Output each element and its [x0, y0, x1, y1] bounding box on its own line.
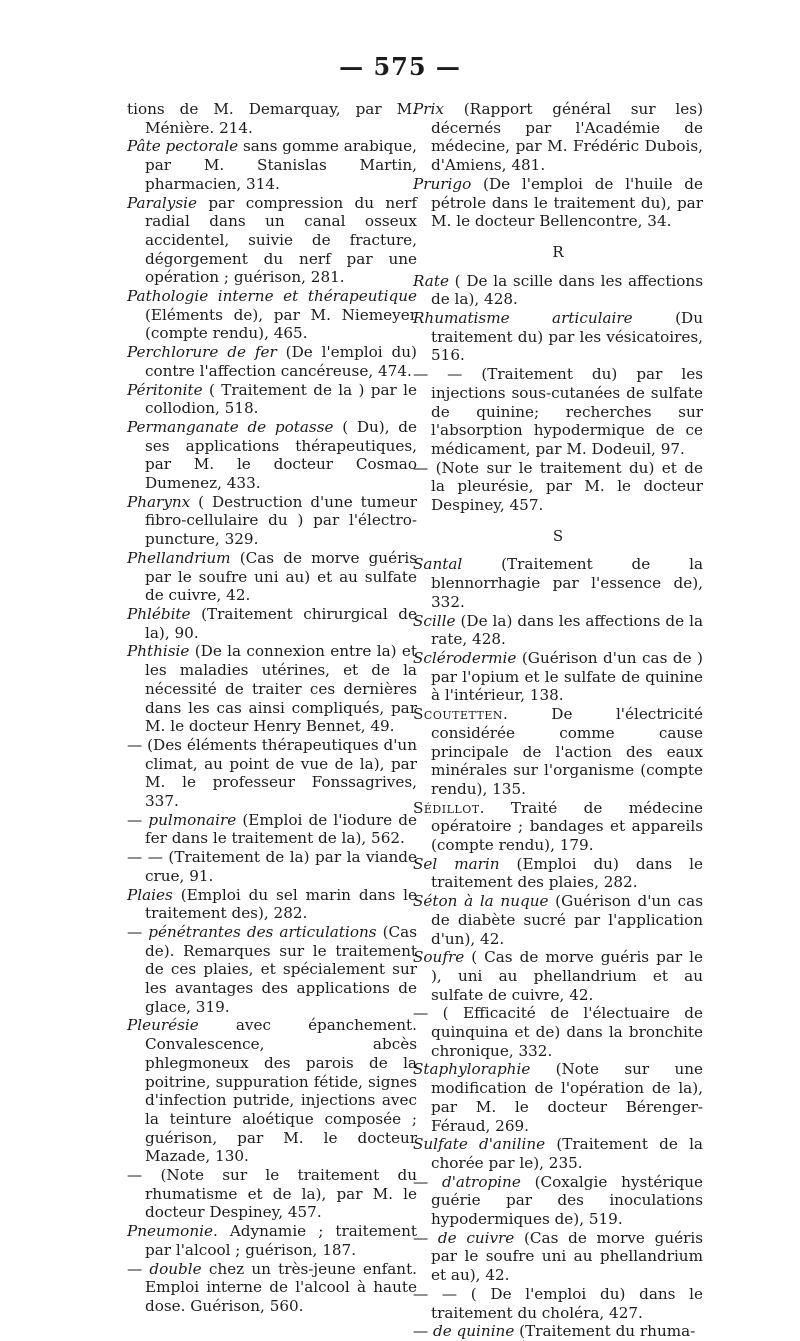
entry-subheading: double: [149, 1259, 202, 1278]
index-entry: [413, 1135, 703, 1172]
entry-text: ( Traitement de la ) par le collodion, 518.: [145, 380, 417, 418]
index-entry: [127, 848, 417, 885]
index-entry: [127, 1166, 417, 1222]
index-entry: [413, 365, 703, 459]
entry-text: (Traitement de la blennorrhagie par l'essence de), 332.: [431, 555, 703, 611]
entry-text: — — (Traitement de la) par la viande crue, 91.: [127, 848, 417, 885]
entry-text: (Traitement du rhuma-: [514, 1322, 696, 1341]
entry-text: — ( Efficacité de l'électuaire de quinquina et de) dans la bronchite chronique, 332.: [413, 1004, 703, 1060]
entry-text: (De la) dans les affections de la rate, 428.: [431, 611, 703, 649]
entry-heading: Pleurésie: [127, 1016, 199, 1035]
entry-text: tions de M. Demarquay, par M. Ménière. 214.: [127, 100, 417, 137]
index-entry: [413, 855, 703, 892]
entry-heading: Prurigo: [413, 174, 472, 193]
index-entry: [413, 1229, 703, 1285]
entry-text: . Adynamie ; traitement par l'alcool ; guérison, 187.: [145, 1222, 417, 1259]
entry-heading: Santal: [413, 555, 463, 574]
entry-text: (Emploi du) dans le traitement des plaies, 282.: [431, 854, 703, 892]
entry-text: . Traité de médecine opératoire ; bandages et appareils (compte rendu), 179.: [431, 798, 703, 855]
entry-text: (Guérison d'un cas de ) par l'opium et le sulfate de quinine à l'intérieur, 138.: [431, 648, 703, 705]
section-letter-r: R: [552, 242, 564, 261]
entry-heading: Phlébite: [127, 604, 191, 623]
index-entry: [413, 649, 703, 705]
entry-heading: Sclérodermie: [413, 648, 517, 667]
entry-heading: Phthisie: [127, 642, 190, 661]
entry-heading: Sulfate d'aniline: [413, 1135, 546, 1154]
entry-subheading: d'atropine: [442, 1172, 521, 1191]
entry-heading: Scoutetten: [413, 705, 504, 724]
entry-dash: —: [127, 1259, 150, 1278]
entry-text: (De l'emploi de l'huile de pétrole dans le traitement du), par M. le docteur Bellencontre, 34.: [431, 174, 703, 231]
entry-heading: Péritonite: [127, 380, 203, 399]
entry-heading: Pneumonie: [127, 1222, 213, 1241]
entry-text: (Eléments de), par M. Niemeyer (compte rendu), 465.: [145, 305, 417, 343]
entry-subheading: de quinine: [433, 1322, 515, 1341]
entry-heading: Plaies: [127, 885, 173, 904]
entry-heading: Scille: [413, 611, 456, 630]
index-entry: [127, 194, 417, 288]
entry-heading: Staphyloraphie: [413, 1060, 531, 1079]
entry-heading: Sel marin: [413, 854, 500, 873]
entry-subheading: de cuivre: [437, 1228, 515, 1247]
entry-text: avec épanchement. Convalescence, abcès phlegmoneux des parois de la poitrine, suppuration fétide, signes d'infection putride, injections avec la teinture aloétique composée ; guérison, par M. le docteur Mazade, 130.: [145, 1016, 417, 1166]
entry-text: ( Du), de ses applications thérapeutiques, par M. le docteur Cosmao Dumenez, 433.: [145, 417, 417, 493]
section-letter-s: S: [552, 526, 564, 545]
entry-text: (Traitement de la chorée par le), 235.: [431, 1135, 703, 1172]
entry-heading: Pathologie interne et thérapeutique: [127, 287, 417, 306]
entry-text: sans gomme arabique, par M. Stanislas Martin, pharmacien, 314.: [145, 137, 417, 193]
index-entry: [127, 343, 417, 380]
entry-dash: —: [413, 1228, 438, 1247]
entry-text: ( Destruction d'une tumeur fibro-cellulaire du ) par l'électro-puncture, 329.: [145, 492, 417, 549]
index-entry: [127, 642, 417, 736]
index-entry: [127, 811, 417, 848]
index-entry: [127, 1222, 417, 1259]
entry-text: (Emploi du sel marin dans le traitement des), 282.: [145, 885, 417, 923]
left-index-column: [127, 100, 417, 1316]
entry-text: (Du traitement du) par les vésicatoires, 516.: [431, 309, 703, 365]
entry-text: ( Cas de morve guéris par le ), uni au phellandrium et au sulfate de cuivre, 42.: [431, 948, 703, 1004]
entry-heading: Paralysie: [127, 193, 197, 212]
entry-heading: Pharynx: [127, 492, 191, 511]
index-entry: [127, 287, 417, 343]
entry-text: chez un très-jeune enfant. Emploi interne de l'alcool à haute dose. Guérison, 560.: [145, 1259, 417, 1315]
entry-heading: Soufre: [413, 948, 465, 967]
index-entry: [413, 799, 703, 855]
entry-text: (Cas de morve guéris par le soufre uni au) et au sulfate de cuivre, 42.: [145, 548, 417, 605]
page-number: — 575 —: [339, 52, 461, 81]
entry-text: (Cas de). Remarques sur le traitement de ces plaies, et spécialement sur les avantages des applications de glace, 319.: [145, 922, 417, 1016]
index-entry: [127, 605, 417, 642]
index-entry: [127, 137, 417, 193]
index-entry: [413, 1322, 703, 1341]
index-entry: [413, 1004, 703, 1060]
index-entry: [413, 555, 703, 611]
index-entry: [127, 923, 417, 1017]
entry-heading: Phellandrium: [127, 548, 231, 567]
entry-text: (Coxalgie hystérique guérie par des inoculations hypodermiques de), 519.: [431, 1172, 704, 1229]
index-entry: [413, 1285, 703, 1322]
entry-text: (Note sur une modification de l'opération de la), par M. le docteur Bérenger-Féraud, 269.: [431, 1060, 703, 1135]
entry-text: — — ( De l'emploi du) dans le traitement du choléra, 427.: [413, 1284, 703, 1322]
index-entry: [127, 1016, 417, 1166]
entry-dash: —: [413, 1322, 434, 1341]
entry-subheading: pénétrantes des articulations: [148, 922, 377, 941]
index-entry: [127, 418, 417, 493]
entry-text: — (Note sur le traitement du) et de la pleurésie, par M. le docteur Despiney, 457.: [413, 458, 703, 515]
entry-text: — (Note sur le traitement du rhumatisme et de la), par M. le docteur Despiney, 457.: [127, 1166, 417, 1222]
index-entry: [127, 1260, 417, 1316]
entry-text: (Guérison d'un cas de diabète sucré par l'application d'un), 42.: [431, 892, 703, 948]
index-entry: [413, 309, 703, 365]
index-entry: [413, 705, 703, 799]
entry-text: (Emploi de l'iodure de fer dans le traitement de la), 562.: [145, 810, 417, 848]
index-entry: [127, 736, 417, 811]
index-entry: [127, 381, 417, 418]
index-entry: [413, 272, 703, 309]
index-entry: [413, 892, 703, 948]
entry-text: ( De la scille dans les affections de la), 428.: [431, 271, 703, 309]
entry-heading: Prix: [413, 100, 444, 118]
index-entry: [413, 1060, 703, 1135]
entry-text: — (Des éléments thérapeutiques d'un climat, au point de vue de la), par M. le professeur Fonssagrives, 337.: [127, 735, 417, 811]
entry-text: — — (Traitement du) par les injections sous-cutanées de sulfate de quinine; recherches sur l'absorption hypodermique de ce médicament, par M. Dodeuil, 97.: [413, 365, 703, 458]
index-entry: [127, 100, 417, 137]
entry-text: (De la connexion entre la) et les maladies utérines, et de la nécessité de traiter ces dernières dans les cas ainsi compliqués, par M. le docteur Henry Bennet, 49.: [145, 642, 417, 736]
entry-text: . De l'électricité considérée comme cause principale de l'action des eaux minérales sur l'organisme (compte rendu), 135.: [431, 705, 703, 798]
entry-dash: —: [127, 810, 149, 829]
index-entry: [413, 612, 703, 649]
entry-text: (De l'emploi du) contre l'affection cancéreuse, 474.: [145, 343, 417, 380]
right-index-column: [413, 100, 703, 1341]
entry-heading: Pâte pectorale: [127, 137, 239, 156]
index-entry: [127, 886, 417, 923]
entry-text: (Rapport général sur les) décernés par l'Académie de médecine, par M. Frédéric Dubois, d'Amiens, 481.: [431, 100, 703, 175]
entry-text: (Traitement chirurgical de la), 90.: [145, 604, 417, 642]
index-entry: [413, 459, 703, 515]
index-entry: [413, 100, 703, 175]
entry-heading: Rhumatisme articulaire: [413, 309, 633, 328]
index-entry: [413, 175, 703, 231]
index-entry: [413, 1173, 703, 1229]
entry-heading: Perchlorure de fer: [127, 343, 277, 362]
entry-heading: Permanganate de potasse: [127, 417, 334, 436]
entry-dash: —: [127, 922, 149, 941]
entry-subheading: pulmonaire: [148, 810, 237, 829]
entry-dash: —: [413, 1172, 442, 1191]
entry-heading: Sédillot: [413, 798, 480, 817]
index-entry: [127, 493, 417, 549]
entry-heading: Séton à la nuque: [413, 892, 549, 911]
index-entry: [127, 549, 417, 605]
entry-text: par compression du nerf radial dans un canal osseux accidentel, suivie de fracture, dégorgement du nerf par une opération ; guérison, 281.: [145, 193, 417, 287]
entry-heading: Rate: [413, 271, 449, 290]
index-entry: [413, 948, 703, 1004]
entry-text: (Cas de morve guéris par le soufre uni au phellandrium et au), 42.: [431, 1228, 703, 1285]
